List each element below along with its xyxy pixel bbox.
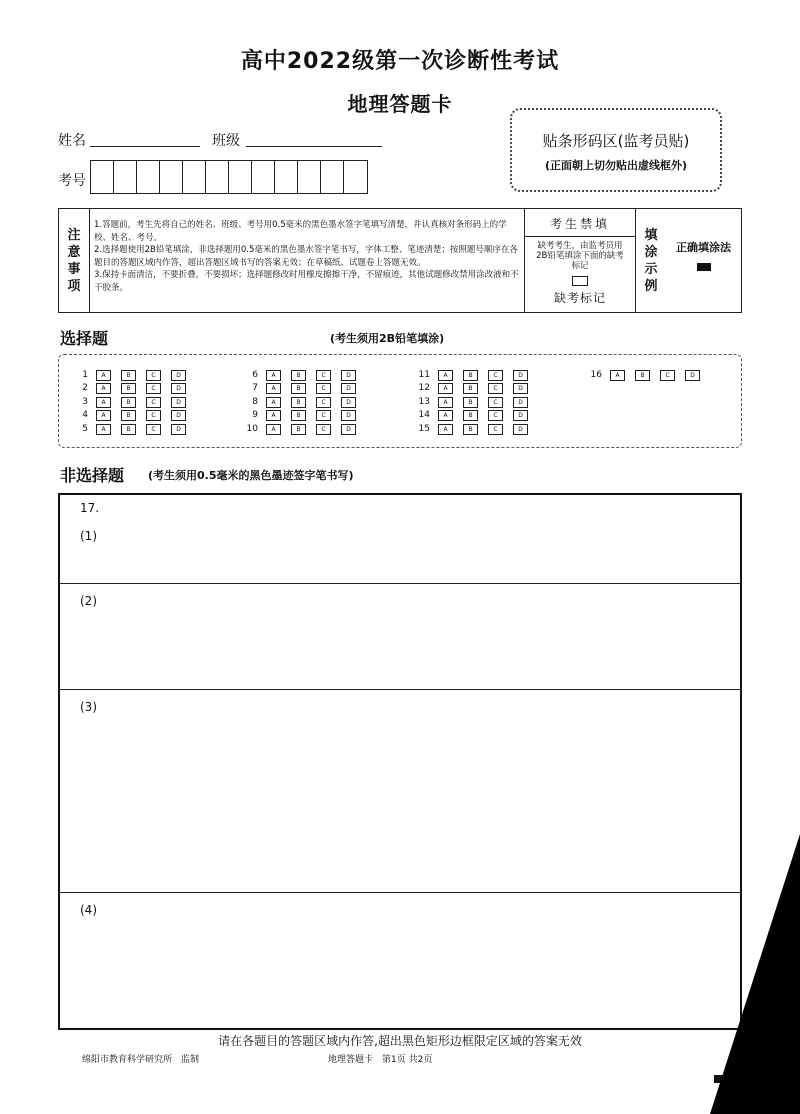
choice-question-row [576,369,710,381]
question-number-label: 14 [418,410,430,420]
exam-no-digit-box[interactable] [344,161,367,193]
exam-no-digit-box[interactable] [275,161,298,193]
option-bubble[interactable]: C [488,397,503,408]
option-bubble[interactable]: A [96,424,111,435]
missing-mark-box[interactable] [572,276,588,286]
option-bubble[interactable]: A [266,424,281,435]
exam-no-label: 考号 [58,173,86,189]
sub-question-label: (4) [80,903,97,917]
option-bubble[interactable]: D [341,424,356,435]
fill-example-label [636,209,666,312]
option-bubble[interactable]: D [341,410,356,421]
answer-area-4[interactable] [60,893,740,1028]
answer-area-2[interactable] [60,584,740,690]
option-bubble[interactable]: D [341,370,356,381]
choice-question-row [62,396,196,408]
barcode-area [510,108,722,192]
exam-no-digit-box[interactable] [206,161,229,193]
question-number-label: 10 [246,424,258,434]
option-bubble[interactable]: D [171,424,186,435]
question-number-label: 1 [82,370,88,380]
exam-no-digit-box[interactable] [114,161,137,193]
option-bubble[interactable]: A [266,397,281,408]
exam-no-digit-box[interactable] [252,161,275,193]
footer-page-info: 地理答题卡 第1页 共2页 [328,1055,433,1065]
sub-question-label: (2) [80,594,97,608]
option-bubble[interactable]: A [96,397,111,408]
option-bubble[interactable]: D [685,370,700,381]
choice-section-note: (考生须用2B铅笔填涂) [330,332,445,345]
option-bubble[interactable]: A [96,383,111,394]
question-number: 17. [80,501,100,515]
choice-question-row [62,382,196,394]
option-bubble[interactable]: C [316,424,331,435]
question-number-label: 3 [82,397,88,407]
option-bubble[interactable]: A [610,370,625,381]
option-bubble[interactable]: B [463,424,478,435]
option-bubble[interactable]: C [316,397,331,408]
option-bubble[interactable]: B [121,424,136,435]
option-bubble[interactable]: B [463,370,478,381]
choice-question-row [404,396,538,408]
option-bubble[interactable]: A [438,383,453,394]
option-bubble[interactable]: D [341,397,356,408]
nonchoice-section-note: (考生须用0.5毫米的黑色墨迹签字笔书写) [148,469,354,482]
question-number-label: 11 [418,370,430,380]
option-bubble[interactable]: A [266,383,281,394]
page-subtitle: 地理答题卡 [347,92,453,116]
name-label: 姓名 [58,133,86,149]
answer-area-3[interactable] [60,690,740,893]
choice-question-row [404,382,538,394]
option-bubble[interactable]: B [121,410,136,421]
question-number-label: 16 [590,370,602,380]
option-bubble[interactable]: C [660,370,675,381]
option-bubble[interactable]: B [291,424,306,435]
notice-items [90,209,525,312]
missing-exam-instruction: 缺考考生，由监考员用2B铅笔填涂下面的缺考标记 [536,241,624,271]
question-number-label: 7 [252,383,258,393]
option-bubble[interactable]: A [438,424,453,435]
option-bubble[interactable]: C [316,410,331,421]
sub-question-label: (3) [80,700,97,714]
choice-section-title: 选择题 [60,329,109,348]
scan-corner-shadow [710,834,800,1114]
notice-label-char: 意 [67,244,81,260]
option-bubble[interactable]: D [341,383,356,394]
option-bubble[interactable]: A [96,370,111,381]
option-bubble[interactable]: C [488,383,503,394]
question-number-label: 9 [252,410,258,420]
filled-mark-example [697,263,711,271]
question-number-label: 5 [82,424,88,434]
option-bubble[interactable]: C [146,410,161,421]
question-number-label: 8 [252,397,258,407]
question-number-label: 4 [82,410,88,420]
class-label: 班级 [212,133,240,149]
option-bubble[interactable]: B [291,410,306,421]
exam-no-digit-box[interactable] [137,161,160,193]
question-number-label: 13 [418,397,430,407]
fill-label-char: 填 [644,227,658,243]
option-bubble[interactable]: A [266,370,281,381]
choice-question-row [62,369,196,381]
option-bubble[interactable]: C [488,410,503,421]
missing-exam-title: 考生禁填 [525,209,635,237]
option-bubble[interactable]: A [438,397,453,408]
notice-item: 3.保持卡面清洁，不要折叠，不要损坏；选择题修改时用橡皮擦擦干净，不留痕迹，其他试题修改禁用涂改液和不干胶条。 [94,270,519,293]
exam-no-boxes[interactable] [90,160,368,194]
fill-label-char: 示 [644,261,658,277]
notice-item: 1.答题前，考生先将自己的姓名、班级、考号用0.5毫米的黑色墨水签字笔填写清楚，并认真核对条形码上的学校、姓名、考号。 [94,220,507,243]
option-bubble[interactable]: C [488,424,503,435]
answer-box[interactable] [58,493,742,1030]
notice-label [59,209,90,312]
option-bubble[interactable]: B [291,370,306,381]
option-bubble[interactable]: D [171,370,186,381]
class-field[interactable] [246,146,382,147]
option-bubble[interactable]: D [171,383,186,394]
sub-question-label: (1) [80,529,97,543]
option-bubble[interactable]: C [488,370,503,381]
question-number-label: 15 [418,424,430,434]
missing-mark-label: 缺考标记 [553,291,606,305]
choice-question-row [232,409,366,421]
question-number-label: 12 [418,383,430,393]
option-bubble[interactable]: A [96,410,111,421]
fill-example [666,209,741,312]
correct-fill-label: 正确填涂法 [676,241,731,254]
notice-label-char: 事 [67,261,81,277]
exam-no-digit-box[interactable] [298,161,321,193]
page-title: 高中2022级第一次诊断性考试 [240,49,560,74]
choice-question-row [62,423,196,435]
choice-question-row [232,369,366,381]
option-bubble[interactable]: C [316,383,331,394]
missing-exam-box [525,209,636,312]
question-number-label: 6 [252,370,258,380]
notice-box [58,208,742,313]
answer-area-1[interactable] [60,519,740,584]
footer-publisher: 绵阳市教育科学研究所 监制 [82,1055,200,1065]
option-bubble[interactable]: D [513,370,528,381]
option-bubble[interactable]: B [463,383,478,394]
choice-question-row [404,409,538,421]
option-bubble[interactable]: A [266,410,281,421]
option-bubble[interactable]: B [291,383,306,394]
choice-question-row [232,382,366,394]
option-bubble[interactable]: D [513,383,528,394]
option-bubble[interactable]: B [635,370,650,381]
option-bubble[interactable]: C [146,383,161,394]
barcode-note: (正面朝上切勿贴出虚线框外) [544,159,688,172]
option-bubble[interactable]: A [438,370,453,381]
choice-question-row [404,369,538,381]
option-bubble[interactable]: C [316,370,331,381]
choice-question-row [232,423,366,435]
option-bubble[interactable]: B [463,410,478,421]
question-number-label: 2 [82,383,88,393]
barcode-title: 贴条形码区(监考员贴) [542,132,690,150]
fill-label-char: 例 [644,278,658,294]
option-bubble[interactable]: C [146,424,161,435]
exam-no-digit-box[interactable] [183,161,206,193]
option-bubble[interactable]: B [121,370,136,381]
fill-label-char: 涂 [644,244,658,260]
option-bubble[interactable]: B [121,397,136,408]
notice-item: 2.选择题使用2B铅笔填涂，非选择题用0.5毫米的黑色墨水签字笔书写，字体工整、笔迹清楚；按照题号顺序在各题目的答题区域内作答，超出答题区域书写的答案无效；在草稿纸、试题卷上答题无效。 [94,245,518,268]
exam-no-digit-box[interactable] [321,161,344,193]
exam-no-digit-box[interactable] [229,161,252,193]
exam-no-digit-box[interactable] [160,161,183,193]
option-bubble[interactable]: D [171,397,186,408]
option-bubble[interactable]: D [513,410,528,421]
option-bubble[interactable]: C [146,370,161,381]
option-bubble[interactable]: B [291,397,306,408]
choice-question-row [62,409,196,421]
exam-no-digit-box[interactable] [91,161,114,193]
choice-question-row [404,423,538,435]
option-bubble[interactable]: D [513,424,528,435]
option-bubble[interactable]: C [146,397,161,408]
option-bubble[interactable]: B [463,397,478,408]
name-field[interactable] [90,146,200,147]
option-bubble[interactable]: A [438,410,453,421]
option-bubble[interactable]: B [121,383,136,394]
footer-warning: 请在各题目的答题区域内作答,超出黑色矩形边框限定区域的答案无效 [218,1034,582,1048]
choice-question-row [232,396,366,408]
option-bubble[interactable]: D [513,397,528,408]
nonchoice-section-title: 非选择题 [60,466,125,485]
option-bubble[interactable]: D [171,410,186,421]
notice-label-char: 注 [67,227,81,243]
notice-label-char: 项 [67,278,81,294]
